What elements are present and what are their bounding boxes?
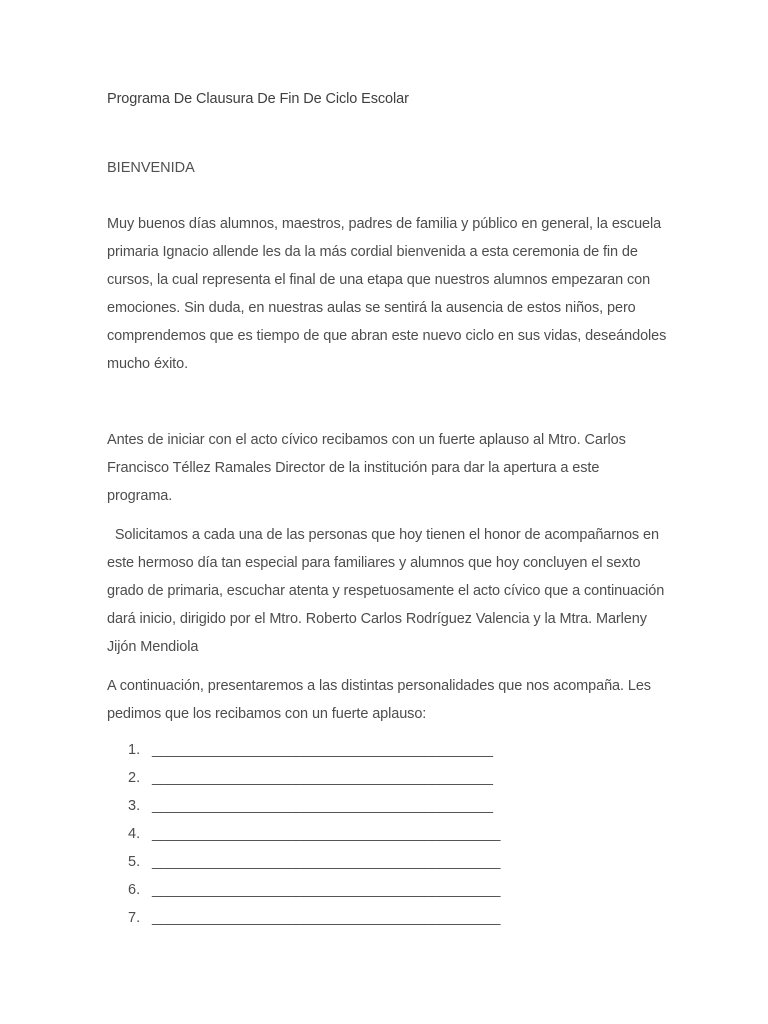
list-item-blank: _____________________________________________	[152, 770, 493, 786]
list-item	[128, 736, 500, 764]
list-item-number: 1.	[128, 742, 141, 758]
list-item-blank: _____________________________________________	[152, 742, 493, 758]
list-item	[128, 792, 500, 820]
list-item-number: 3.	[128, 798, 141, 814]
section-heading: BIENVENIDA	[107, 160, 195, 176]
welcome-paragraph: Muy buenos días alumnos, maestros, padres de familia y público en general, la escuela primaria Ignacio allende les da la más cordial bienvenida a esta ceremonia de fin de cursos, la cual representa el final de una etapa que nuestros alumnos empezaran con emociones. Sin duda, en nuestras aulas se sentirá la ausencia de estos niños, pero comprendemos que es tiempo de que abran este nuevo ciclo en sus vidas, deseándoles mucho éxito.	[107, 216, 667, 372]
list-item	[128, 904, 500, 932]
list-item	[128, 764, 500, 792]
opening-paragraph: Antes de iniciar con el acto cívico recibamos con un fuerte aplauso al Mtro. Carlos Francisco Téllez Ramales Director de la institución para dar la apertura a este programa.	[107, 432, 626, 504]
list-item-number: 7.	[128, 910, 141, 926]
list-item-number: 2.	[128, 770, 141, 786]
list-item	[128, 876, 500, 904]
list-item-blank: _____________________________________________	[152, 798, 493, 814]
request-paragraph: Solicitamos a cada una de las personas que hoy tienen el honor de acompañarnos en este hermoso día tan especial para familiares y alumnos que hoy concluyen el sexto grado de primaria, escuchar atenta y respetuosamente el acto cívico que a continuación dará inicio, dirigido por el Mtro. Roberto Carlos Rodríguez Valencia y la Mtra. Marleny Jijón Mendiola	[107, 527, 669, 655]
list-item-blank: ______________________________________________	[152, 882, 500, 898]
list-item	[128, 820, 500, 848]
personalities-list	[128, 736, 500, 932]
list-item	[128, 848, 500, 876]
list-item-number: 5.	[128, 854, 141, 870]
list-item-blank: ______________________________________________	[152, 854, 500, 870]
introduction-paragraph: A continuación, presentaremos a las distintas personalidades que nos acompaña. Les pedimos que los recibamos con un fuerte aplauso:	[107, 678, 651, 722]
list-item-number: 6.	[128, 882, 141, 898]
document-title: Programa De Clausura De Fin De Ciclo Escolar	[107, 91, 409, 107]
list-item-number: 4.	[128, 826, 141, 842]
list-item-blank: ______________________________________________	[152, 826, 500, 842]
list-item-blank: ______________________________________________	[152, 910, 500, 926]
